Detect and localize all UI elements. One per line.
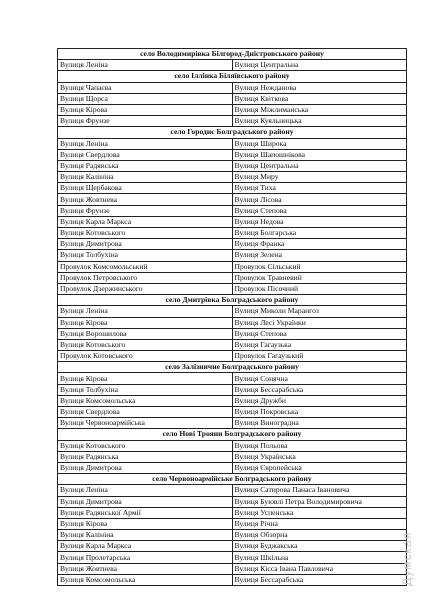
new-street-name: Вулиця Шкільна (232, 552, 407, 563)
table-row (58, 60, 407, 71)
new-street-name: Вулиця Сатирова Панаса Івановича (232, 485, 407, 496)
new-street-name: Вулиця Річна (232, 518, 407, 529)
table-row (58, 351, 407, 362)
new-street-name: Вулиця Успенська (232, 507, 407, 518)
table-row (58, 418, 407, 429)
old-street-name: Вулиця Свердлова (58, 149, 233, 160)
new-street-name: Вулиця Шапошнікова (232, 149, 407, 160)
old-street-name: Вулиця Котовського (58, 440, 233, 451)
section-title: село Нові Трояни Болградського району (58, 429, 407, 440)
table-row (58, 485, 407, 496)
new-street-name: Вулиця Буджакська (232, 541, 407, 552)
table-row (58, 239, 407, 250)
table-row (58, 93, 407, 104)
table-row (58, 116, 407, 127)
new-street-name: Вулиця Нежданова (232, 82, 407, 93)
new-street-name: Вулиця Покровська (232, 407, 407, 418)
table-row (58, 82, 407, 93)
old-street-name: Вулиця Радянська (58, 451, 233, 462)
old-street-name: Провулок Петровського (58, 272, 233, 283)
old-street-name: Вулиця Толбухіна (58, 250, 233, 261)
old-street-name: Вулиця Котовського (58, 228, 233, 239)
table-row (58, 339, 407, 350)
old-street-name: Вулиця Леніна (58, 60, 233, 71)
table-row (58, 216, 407, 227)
section-title: село Дмитрівка Болградського району (58, 295, 407, 306)
old-street-name: Вулиця Калініна (58, 172, 233, 183)
old-street-name: Вулиця Котовського (58, 339, 233, 350)
old-street-name: Вулиця Кірова (58, 518, 233, 529)
table-row (58, 261, 407, 272)
table-row (58, 530, 407, 541)
new-street-name: Вулиця Українська (232, 451, 407, 462)
new-street-name: Вулиця Квіткова (232, 93, 407, 104)
new-street-name: Вулиця Болгарська (232, 228, 407, 239)
table-row (58, 451, 407, 462)
table-row (58, 317, 407, 328)
new-street-name: Вулиця Дружби (232, 395, 407, 406)
new-street-name: Вулиця Бессарабська (232, 574, 407, 585)
table-row (58, 272, 407, 283)
old-street-name: Вулиця Щербакова (58, 183, 233, 194)
old-street-name: Вулиця Кірова (58, 104, 233, 115)
old-street-name: Вулиця Чапаєва (58, 82, 233, 93)
new-street-name: Вулиця Степова (232, 328, 407, 339)
old-street-name: Вулиця Фрунзе (58, 205, 233, 216)
table-row (58, 563, 407, 574)
new-street-name: Вулиця Європейська (232, 462, 407, 473)
table-row (58, 138, 407, 149)
old-street-name: Вулиця Леніна (58, 306, 233, 317)
new-street-name: Вулиця Миколи Марангоз (232, 306, 407, 317)
table-row (58, 160, 407, 171)
table-row (58, 306, 407, 317)
table-row (58, 440, 407, 451)
new-street-name: Провулок Травневий (232, 272, 407, 283)
old-street-name: Вулиця Леніна (58, 485, 233, 496)
table-row (58, 205, 407, 216)
section-title: село Городнє Болградського району (58, 127, 407, 138)
old-street-name: Провулок Комсомольський (58, 261, 233, 272)
table-row (58, 183, 407, 194)
section-title: село Іллінка Біляївського району (58, 71, 407, 82)
table-row (58, 373, 407, 384)
old-street-name: Вулиця Димитрова (58, 462, 233, 473)
table-row (58, 462, 407, 473)
old-street-name: Вулиця Щорса (58, 93, 233, 104)
table-row (58, 496, 407, 507)
new-street-name: Вулиця Недова (232, 216, 407, 227)
new-street-name: Вулиця Зелена (232, 250, 407, 261)
old-street-name: Вулиця Димитрова (58, 496, 233, 507)
table-row (58, 328, 407, 339)
new-street-name: Вулиця Виноградна (232, 418, 407, 429)
street-rename-table (57, 48, 407, 586)
table-row (58, 518, 407, 529)
section-header-row (58, 127, 407, 138)
table-row (58, 194, 407, 205)
old-street-name: Провулок Дзержинського (58, 283, 233, 294)
table-row (58, 541, 407, 552)
street-rename-table-sheet (57, 48, 407, 586)
section-header-row (58, 295, 407, 306)
old-street-name: Вулиця Димитрова (58, 239, 233, 250)
new-street-name: Вулиця Сонячна (232, 373, 407, 384)
old-street-name: Вулиця Кірова (58, 373, 233, 384)
new-street-name: Вулиця Бессарабська (232, 384, 407, 395)
old-street-name: Провулок Котовського (58, 351, 233, 362)
section-title: село Залізничне Болградського району (58, 362, 407, 373)
new-street-name: Вулиця Буювлі Петра Володимировича (232, 496, 407, 507)
new-street-name: Вулиця Франка (232, 239, 407, 250)
table-row (58, 395, 407, 406)
table-row (58, 384, 407, 395)
old-street-name: Вулиця Радянської Армії (58, 507, 233, 518)
new-street-name: Вулиця Тиха (232, 183, 407, 194)
watermark-logo: Думская (400, 531, 414, 586)
new-street-name: Вулиця Кісса Івана Павловича (232, 563, 407, 574)
old-street-name: Вулиця Карла Маркса (58, 216, 233, 227)
new-street-name: Вулиця Лісова (232, 194, 407, 205)
table-row (58, 283, 407, 294)
section-header-row (58, 429, 407, 440)
old-street-name: Вулиця Жовтнева (58, 194, 233, 205)
old-street-name: Вулиця Комсомольська (58, 574, 233, 585)
old-street-name: Вулиця Леніна (58, 138, 233, 149)
table-row (58, 149, 407, 160)
section-header-row (58, 362, 407, 373)
new-street-name: Вулиця Центральна (232, 60, 407, 71)
old-street-name: Вулиця Толбухіна (58, 384, 233, 395)
old-street-name: Вулиця Жовтнева (58, 563, 233, 574)
table-row (58, 507, 407, 518)
new-street-name: Вулиця Центральна (232, 160, 407, 171)
table-row (58, 407, 407, 418)
old-street-name: Вулиця Фрунзе (58, 116, 233, 127)
section-header-row (58, 49, 407, 60)
new-street-name: Вулиця Широка (232, 138, 407, 149)
old-street-name: Вулиця Ворошилова (58, 328, 233, 339)
new-street-name: Вулиця Міжлиманська (232, 104, 407, 115)
section-title: село Червоноармійське Болградського району (58, 474, 407, 485)
old-street-name: Вулиця Червоноармійська (58, 418, 233, 429)
old-street-name: Вулиця Свердлова (58, 407, 233, 418)
table-row (58, 250, 407, 261)
section-title: село Володимирівка Білгород-Дністровського району (58, 49, 407, 60)
section-header-row (58, 71, 407, 82)
table-row (58, 172, 407, 183)
old-street-name: Вулиця Кірова (58, 317, 233, 328)
old-street-name: Вулиця Радянська (58, 160, 233, 171)
new-street-name: Вулиця Миру (232, 172, 407, 183)
table-row (58, 104, 407, 115)
table-body (58, 49, 407, 586)
old-street-name: Вулиця Карла Маркса (58, 541, 233, 552)
new-street-name: Вулиця Куяльницька (232, 116, 407, 127)
new-street-name: Провулок Пісочний (232, 283, 407, 294)
new-street-name: Вулиця Польова (232, 440, 407, 451)
table-row (58, 574, 407, 585)
new-street-name: Провулок Сільський (232, 261, 407, 272)
new-street-name: Вулиця Гагаузька (232, 339, 407, 350)
table-row (58, 552, 407, 563)
old-street-name: Вулиця Комсомольська (58, 395, 233, 406)
new-street-name: Вулиця Степова (232, 205, 407, 216)
section-header-row (58, 474, 407, 485)
new-street-name: Вулиця Обзорна (232, 530, 407, 541)
new-street-name: Провулок Гагаузький (232, 351, 407, 362)
new-street-name: Вулиця Лесі Українки (232, 317, 407, 328)
table-row (58, 228, 407, 239)
old-street-name: Вулиця Калініна (58, 530, 233, 541)
old-street-name: Вулиця Пролетарська (58, 552, 233, 563)
